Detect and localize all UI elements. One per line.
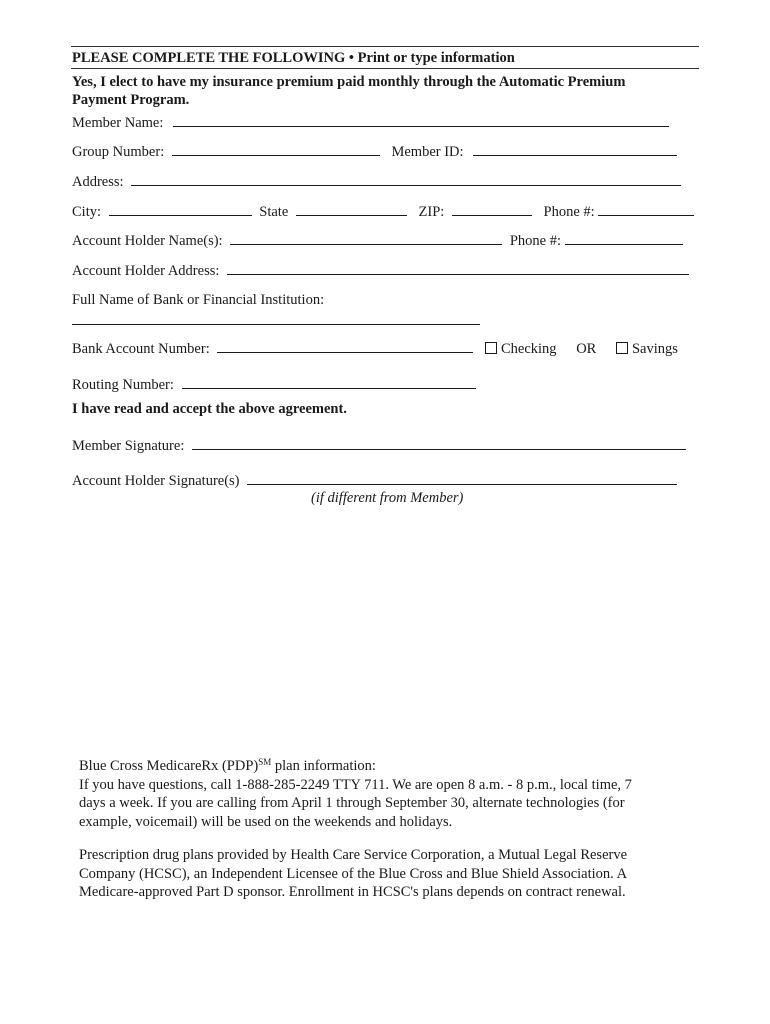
bank-name-field[interactable] <box>72 312 480 325</box>
agreement-text: I have read and accept the above agreement. <box>72 401 347 417</box>
account-holder-name-row <box>72 232 683 250</box>
member-id-field[interactable] <box>473 143 677 156</box>
account-holder-address-row <box>72 262 689 280</box>
bank-account-field[interactable] <box>217 340 473 353</box>
address-label: Address: <box>72 174 124 190</box>
address-field[interactable] <box>131 173 681 186</box>
phone2-label: Phone #: <box>509 233 561 249</box>
zip-field[interactable] <box>452 203 532 216</box>
checking-checkbox[interactable] <box>485 342 497 354</box>
top-rule <box>71 46 699 47</box>
account-holder-address-label: Account Holder Address: <box>72 263 220 279</box>
disclaimer-line-3: Medicare-approved Part D sponsor. Enrollment in HCSC's plans depends on contract renewal. <box>79 884 626 900</box>
form-header: PLEASE COMPLETE THE FOLLOWING • Print or type information <box>72 50 515 66</box>
questions-line-2: days a week. If you are calling from April 1 through September 30, alternate technologies (for <box>79 795 625 811</box>
member-name-row <box>72 114 669 132</box>
savings-label: Savings <box>631 341 678 357</box>
zip-label: ZIP: <box>418 204 445 220</box>
bank-name-row <box>72 312 480 330</box>
bank-name-label: Full Name of Bank or Financial Institution: <box>72 292 325 308</box>
account-holder-names-field[interactable] <box>230 232 502 245</box>
plan-info-title <box>79 753 679 776</box>
member-id-label: Member ID: <box>391 144 464 160</box>
questions-line-3: example, voicemail) will be used on the weekends and holidays. <box>79 813 453 830</box>
state-field[interactable] <box>296 203 407 216</box>
questions-line-1: If you have questions, call 1-888-285-2249 TTY 711. We are open 8 a.m. - 8 p.m., local time, 7 <box>79 776 632 793</box>
checking-label: Checking <box>500 341 557 357</box>
phone2-field[interactable] <box>565 232 683 245</box>
account-holder-signature-row <box>72 472 677 490</box>
state-label: State <box>259 204 289 220</box>
account-holder-signature-label: Account Holder Signature(s) <box>72 473 240 489</box>
plan-info-suffix: plan information: <box>271 758 376 774</box>
address-row <box>72 173 681 191</box>
account-holder-address-field[interactable] <box>227 262 689 275</box>
header-rule <box>71 68 699 69</box>
routing-row <box>72 376 476 394</box>
phone-label: Phone #: <box>543 204 595 220</box>
account-holder-signature-field[interactable] <box>247 472 677 485</box>
city-field[interactable] <box>109 203 252 216</box>
or-label: OR <box>576 341 597 357</box>
member-signature-label: Member Signature: <box>72 438 185 454</box>
disclaimer-line-2: Company (HCSC), an Independent Licensee of the Blue Cross and Blue Shield Association. A <box>79 865 628 882</box>
bank-account-label: Bank Account Number: <box>72 341 210 357</box>
routing-label: Routing Number: <box>72 377 174 393</box>
if-different-note: (if different from Member) <box>311 490 464 506</box>
group-number-label: Group Number: <box>72 144 165 160</box>
member-name-field[interactable] <box>173 114 669 127</box>
group-number-field[interactable] <box>172 143 380 156</box>
election-line-2: Payment Program. <box>72 92 190 108</box>
service-mark: SM <box>258 757 272 767</box>
member-signature-row <box>72 437 686 455</box>
disclaimer-block <box>79 846 679 902</box>
election-line-1: Yes, I elect to have my insurance premium paid monthly through the Automatic Premium <box>72 74 626 90</box>
city-label: City: <box>72 204 102 220</box>
routing-field[interactable] <box>182 376 476 389</box>
plan-info-block <box>79 753 679 831</box>
member-name-label: Member Name: <box>72 115 164 131</box>
group-id-row <box>72 143 677 161</box>
bank-account-row <box>72 340 678 358</box>
plan-info-prefix: Blue Cross MedicareRx (PDP) <box>79 758 259 774</box>
member-signature-field[interactable] <box>192 437 686 450</box>
savings-checkbox[interactable] <box>616 342 628 354</box>
account-holder-names-label: Account Holder Name(s): <box>72 233 223 249</box>
disclaimer-line-1: Prescription drug plans provided by Health Care Service Corporation, a Mutual Legal Reserve <box>79 847 628 863</box>
city-row <box>72 203 694 221</box>
phone-field[interactable] <box>598 203 694 216</box>
